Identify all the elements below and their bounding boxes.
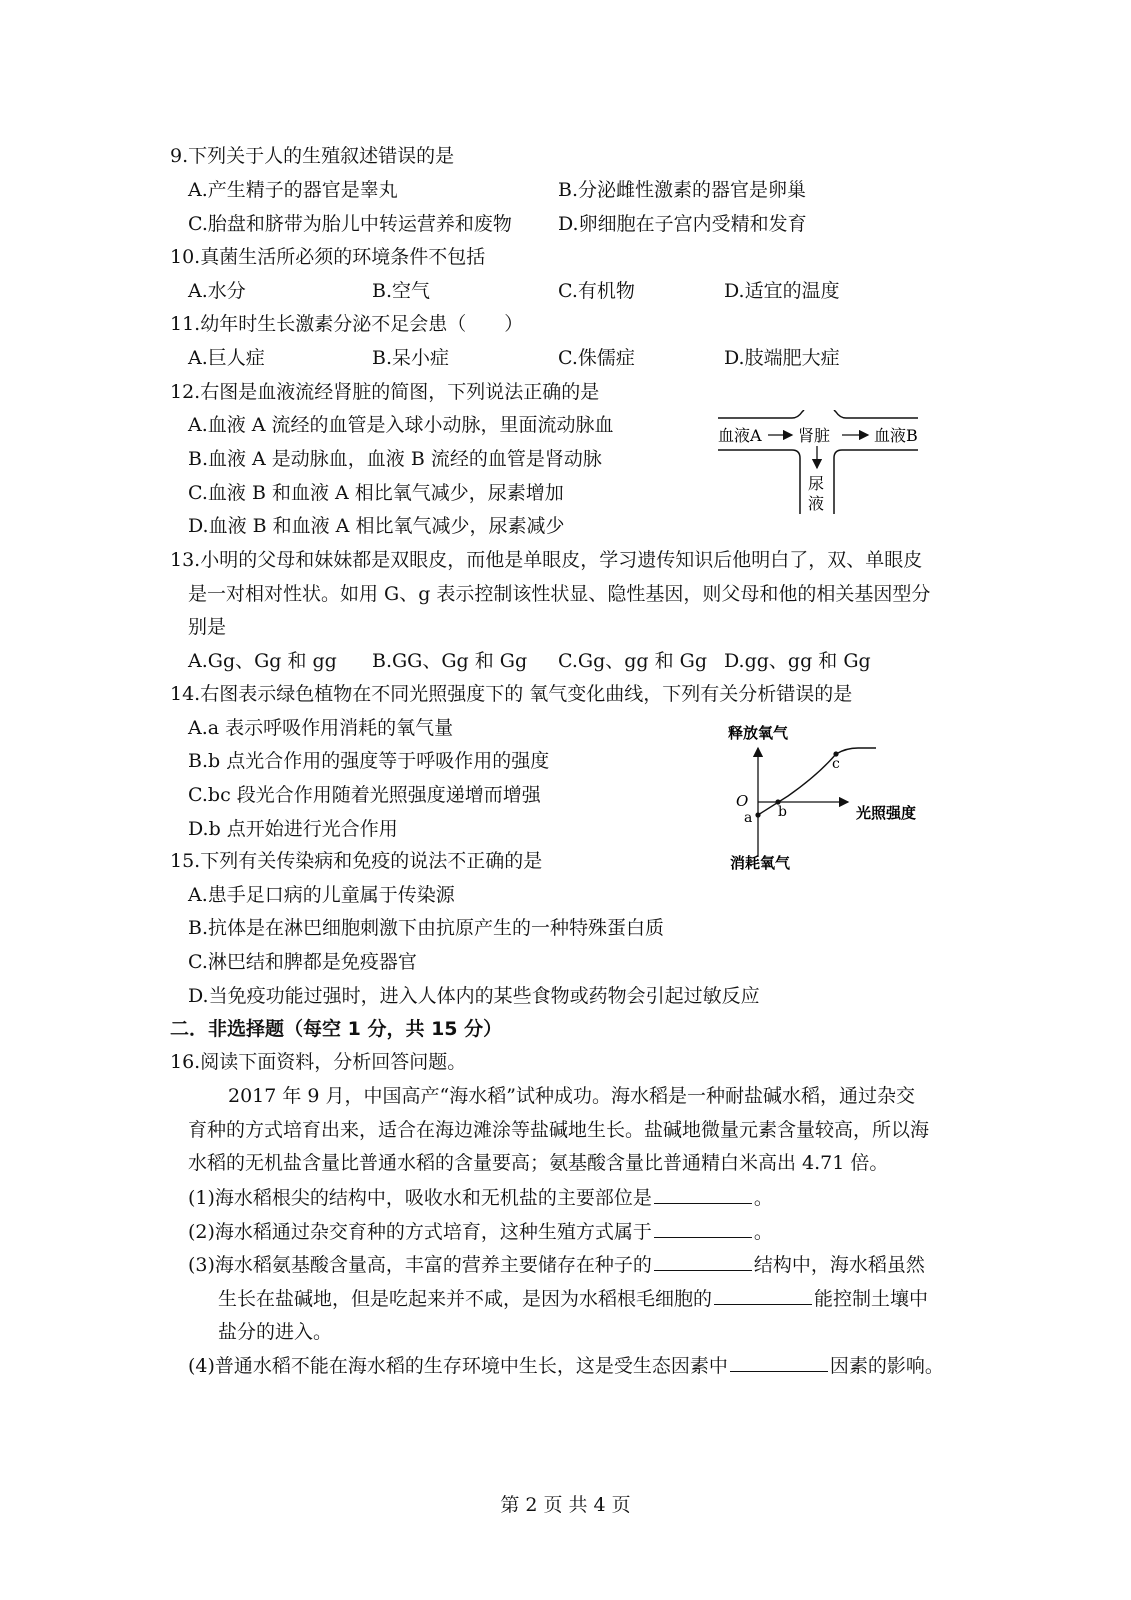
q15-stem: 15.下列有关传染病和免疫的说法不正确的是 <box>170 850 543 872</box>
tube-bottom-left <box>718 450 800 514</box>
q16-sub3-line1 <box>188 1252 925 1277</box>
q16-sub2-text: (2)海水稻通过杂交育种的方式培育，这种生殖方式属于 <box>188 1221 652 1243</box>
q10-stem: 10.真菌生活所必须的环境条件不包括 <box>170 246 486 268</box>
q14-option-d: D.b 点开始进行光合作用 <box>188 818 398 840</box>
point-c-label: c <box>832 756 840 772</box>
q10-option-d: D.适宜的温度 <box>724 280 840 302</box>
point-b-label: b <box>778 804 787 820</box>
q10-option-b: B.空气 <box>372 280 431 302</box>
q15-option-c: C.淋巴结和脾都是免疫器官 <box>188 951 417 973</box>
q13-line2: 是一对相对性状。如用 G、g 表示控制该性状显、隐性基因，则父母和他的相关基因型分 <box>188 583 931 605</box>
q16-passage-line1: 2017 年 9 月，中国高产“海水稻”试种成功。海水稻是一种耐盐碱水稻，通过杂交 <box>228 1085 915 1107</box>
q16-sub1-end: 。 <box>753 1187 773 1209</box>
q9-option-a: A.产生精子的器官是睾丸 <box>188 179 398 201</box>
y-axis-top-label: 释放氧气 <box>728 724 789 742</box>
q16-sub2-blank[interactable] <box>654 1219 752 1238</box>
label-blood-b: 血液B <box>874 426 918 445</box>
y-axis-bottom-label: 消耗氧气 <box>730 854 791 872</box>
q16-stem: 16.阅读下面资料，分析回答问题。 <box>170 1051 467 1073</box>
point-a-label: a <box>744 810 753 826</box>
label-urine-1: 尿 <box>808 474 825 493</box>
q10-option-c: C.有机物 <box>558 280 635 302</box>
q16-sub4-blank[interactable] <box>730 1353 828 1372</box>
q12-option-b: B.血液 A 是动脉血，血液 B 流经的血管是肾动脉 <box>188 448 602 470</box>
q11-option-a: A.巨人症 <box>188 347 265 369</box>
page-footer: 第 2 页 共 4 页 <box>500 1494 631 1516</box>
q13-option-c: C.Gg、gg 和 Gg <box>558 650 707 672</box>
tube-bottom-right <box>834 450 918 514</box>
oxygen-curve-chart <box>728 720 938 875</box>
q13-line3: 别是 <box>188 616 227 638</box>
q12-option-c: C.血液 B 和血液 A 相比氧气减少，尿素增加 <box>188 482 564 504</box>
q16-sub4 <box>188 1353 944 1378</box>
kidney-flow-diagram <box>712 410 932 520</box>
q16-sub3b-text: 生长在盐碱地，但是吃起来并不咸，是因为水稻根毛细胞的 <box>218 1288 713 1310</box>
q9-option-d: D.卵细胞在子宫内受精和发育 <box>558 213 807 235</box>
q11-option-c: C.侏儒症 <box>558 347 635 369</box>
q16-sub2 <box>188 1219 773 1244</box>
tube-top-left <box>718 410 804 418</box>
q9-stem: 9.下列关于人的生殖叙述错误的是 <box>170 145 455 167</box>
q16-sub3a-text: (3)海水稻氨基酸含量高，丰富的营养主要储存在种子的 <box>188 1254 652 1276</box>
q16-sub3-line2 <box>218 1286 928 1311</box>
q9-option-b: B.分泌雌性激素的器官是卵巢 <box>558 179 807 201</box>
q11-stem: 11.幼年时生长激素分泌不足会患（ ） <box>170 313 524 335</box>
q13-option-b: B.GG、Gg 和 Gg <box>372 650 528 672</box>
q16-sub1-text: (1)海水稻根尖的结构中，吸收水和无机盐的主要部位是 <box>188 1187 652 1209</box>
q13-option-d: D.gg、gg 和 Gg <box>724 650 871 672</box>
q16-sub4-end: 因素的影响。 <box>829 1355 944 1377</box>
origin-label: O <box>736 792 749 810</box>
q11-option-b: B.呆小症 <box>372 347 450 369</box>
q15-option-d: D.当免疫功能过强时，进入人体内的某些食物或药物会引起过敏反应 <box>188 985 760 1007</box>
q14-option-a: A.a 表示呼吸作用消耗的氧气量 <box>188 717 454 739</box>
q13-line1: 13.小明的父母和妹妹都是双眼皮，而他是单眼皮，学习遗传知识后他明白了，双、单眼皮 <box>170 549 923 571</box>
q14-stem: 14.右图表示绿色植物在不同光照强度下的 氧气变化曲线，下列有关分析错误的是 <box>170 683 853 705</box>
x-axis-label: 光照强度 <box>856 804 917 822</box>
q9-option-c: C.胎盘和脐带为胎儿中转运营养和废物 <box>188 213 512 235</box>
q15-option-b: B.抗体是在淋巴细胞刺激下由抗原产生的一种特殊蛋白质 <box>188 917 665 939</box>
q12-option-d: D.血液 B 和血液 A 相比氧气减少，尿素减少 <box>188 515 565 537</box>
q16-sub3a-end: 结构中，海水稻虽然 <box>753 1254 925 1276</box>
q16-sub4-text: (4)普通水稻不能在海水稻的生存环境中生长，这是受生态因素中 <box>188 1355 728 1377</box>
q16-sub2-end: 。 <box>753 1221 773 1243</box>
q11-option-d: D.肢端肥大症 <box>724 347 840 369</box>
q16-sub3b-blank[interactable] <box>714 1286 812 1305</box>
q16-sub3b-end: 能控制土壤中 <box>814 1288 929 1310</box>
q12-option-a: A.血液 A 流经的血管是入球小动脉，里面流动脉血 <box>188 414 614 436</box>
section-2-title: 二．非选择题（每空 1 分，共 15 分） <box>170 1018 503 1040</box>
label-blood-a: 血液A <box>718 426 762 445</box>
q14-option-b: B.b 点光合作用的强度等于呼吸作用的强度 <box>188 750 550 772</box>
q13-option-a: A.Gg、Gg 和 gg <box>188 650 337 672</box>
point-a <box>755 812 760 817</box>
q14-option-c: C.bc 段光合作用随着光照强度递增而增强 <box>188 784 541 806</box>
q15-option-a: A.患手足口病的儿童属于传染源 <box>188 884 455 906</box>
tube-top-right <box>834 410 918 418</box>
q10-option-a: A.水分 <box>188 280 246 302</box>
q16-passage-line2: 育种的方式培育出来，适合在海边滩涂等盐碱地生长。盐碱地微量元素含量较高，所以海 <box>188 1119 930 1141</box>
q16-passage-line3: 水稻的无机盐含量比普通水稻的含量要高；氨基酸含量比普通精白米高出 4.71 倍。 <box>188 1152 889 1174</box>
label-urine-2: 液 <box>808 494 825 513</box>
q16-sub3-line3: 盐分的进入。 <box>218 1321 333 1343</box>
q16-sub3a-blank[interactable] <box>654 1252 752 1271</box>
label-kidney: 肾脏 <box>798 426 831 445</box>
q12-stem: 12.右图是血液流经肾脏的简图，下列说法正确的是 <box>170 381 600 403</box>
q16-sub1 <box>188 1185 773 1210</box>
q16-sub1-blank[interactable] <box>654 1185 752 1204</box>
